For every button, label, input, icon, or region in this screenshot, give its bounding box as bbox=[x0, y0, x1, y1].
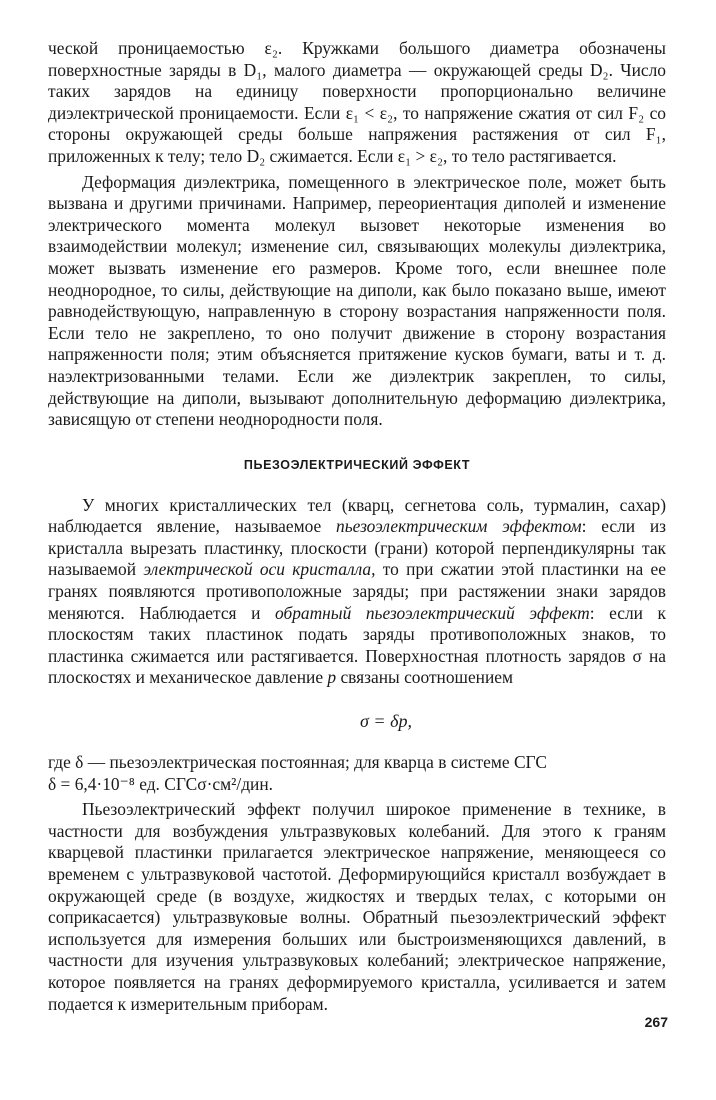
section-heading: ПЬЕЗОЭЛЕКТРИЧЕСКИЙ ЭФФЕКТ bbox=[243, 457, 471, 472]
page-number: 267 bbox=[644, 1014, 668, 1030]
formula: σ = δp, bbox=[360, 711, 412, 732]
paragraph-applications: Пьезоэлектрический эффект получил широкое применение в технике, в частности для возбуждения ультразвуковых колебаний. Для этого к граням кварцевой пластинки прилагается электрическое напряжение, меняющееся со временем с ультразвуковой частотой. Деформирующийся кристалл возбуждает в окружающей среде (в воздухе, жидкостях и твердых телах, с которыми он соприкасается) ультразвуковые волны. Обратный пьезоэлектрический эффект используется для измерения больших или быстроизменяющихся давлений, в частности для изучения ультразвуковых колебаний; электрическое напряжение, которое появляется на гранях деформируемого кристалла, усиливается и затем подается к измерительным приборам. bbox=[48, 799, 666, 1014]
italic-term: обратный пьезоэлектрический эффект bbox=[275, 602, 590, 623]
italic-variable: p bbox=[327, 667, 337, 688]
italic-term: пьезоэлектрическим эффектом bbox=[336, 516, 582, 537]
text-run: связаны соотношением bbox=[336, 667, 513, 688]
paragraph-continued: ческой проницаемостью ε₂. Кружками большого диаметра обозначены поверхностные заряды в D₁, малого диаметра — окружающей среды D₂. Число таких зарядов на единицу поверхности пропорционально величине диэлектрической проницаемости. Если ε₁ < ε₂, то напряжение сжатия от сил F₂ со стороны окружающей среды больше напряжения растяжения от сил F₁, приложенных к телу; тело D₂ сжимается. Если ε₁ > ε₂, то тело растягивается. bbox=[48, 38, 666, 166]
paragraph-piezo-definition bbox=[48, 495, 666, 689]
text-run: то при сжатии этой пластинки на ее гранях появляются противоположные заряды; при растяжении знаки зарядов меняются. Наблюдается и bbox=[48, 559, 667, 623]
formula-explanation-line-2: δ = 6,4·10⁻⁸ ед. СГСσ·см²/дин. bbox=[48, 773, 274, 794]
text-run: : если к плоскостям таких пластинок подать заряды противоположных знаков, то пластинка сжимается или растягивается. Поверхностная плотность зарядов σ на плоскостях и механическое давление bbox=[48, 602, 666, 688]
italic-term: электрической оси кристалла, bbox=[143, 559, 376, 580]
text-run: У многих кристаллических тел (кварц, сегнетова соль, турмалин, сахар) наблюдается явление, называемое bbox=[48, 494, 666, 537]
paragraph-deformation: Деформация диэлектрика, помещенного в электрическое поле, может быть вызвана и другими причинами. Например, переориентация диполей и изменение электрического момента молекул вызовет некоторые изменения во взаимодействии молекул; изменение сил, связывающих молекулы диэлектрика, может вызвать изменение его размеров. Кроме того, если внешнее поле неоднородное, то силы, действующие на диполи, как было показано выше, имеют равнодействующую, направленную в сторону возрастания напряженности поля. Если тело не закреплено, то оно получит движение в сторону возрастания напряженности поля; этим объясняется притяжение кусков бумаги, ваты и т. д. наэлектризованными телами. Если же диэлектрик закреплен, то силы, действующие на диполи, вызывают дополнительную деформацию диэлектрика, зависящую от степени неоднородности поля. bbox=[48, 171, 666, 430]
formula-explanation-line-1: где δ — пьезоэлектрическая постоянная; для кварца в системе СГС bbox=[48, 752, 547, 773]
text-run: : если из кристалла вырезать пластинку, плоскости (грани) которой перпендикулярны так называемой bbox=[48, 516, 667, 580]
